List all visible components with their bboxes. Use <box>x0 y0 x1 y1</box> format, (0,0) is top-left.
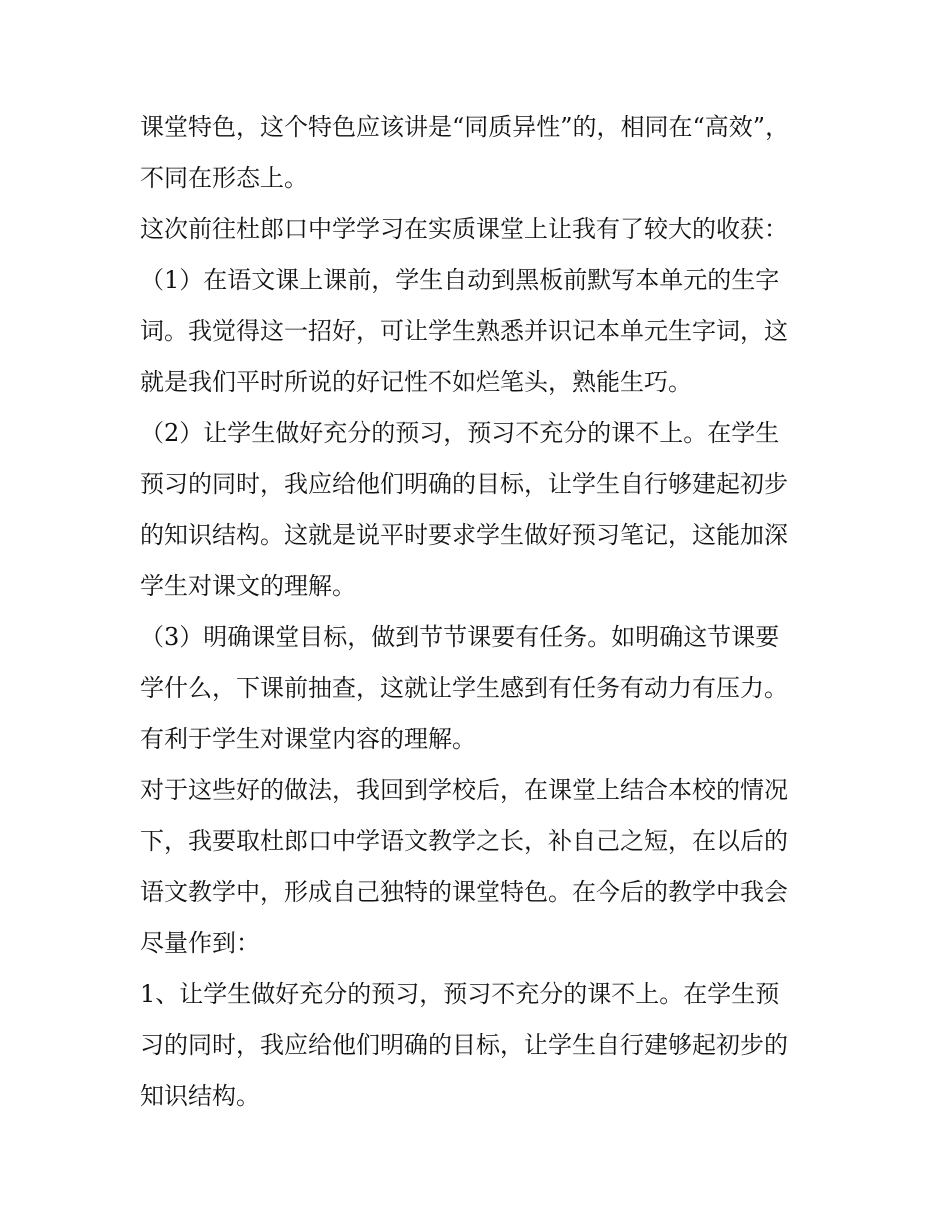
document-body <box>140 102 820 1122</box>
text-line: 有利于学生对课堂内容的理解。 <box>140 725 476 753</box>
text-line: （3）明确课堂目标，做到节节课要有任务。如明确这节课要 <box>140 623 780 651</box>
text-line: 尽量作到： <box>140 929 260 957</box>
text-line: 对于这些好的做法，我回到学校后，在课堂上结合本校的情况 <box>140 776 788 804</box>
text-line: 的知识结构。这就是说平时要求学生做好预习笔记，这能加深 <box>140 521 788 549</box>
text-line: （2）让学生做好充分的预习，预习不充分的课不上。在学生 <box>140 419 780 447</box>
text-line: 学生对课文的理解。 <box>140 572 356 600</box>
text-line: 就是我们平时所说的好记性不如烂笔头，熟能生巧。 <box>140 368 692 396</box>
text-line: 知识结构。 <box>140 1082 260 1110</box>
text-line: 课堂特色，这个特色应该讲是“同质异性”的，相同在“高效”， <box>140 113 790 141</box>
text-line: 习的同时，我应给他们明确的目标，让学生自行建够起初步的 <box>140 1031 788 1059</box>
text-line: 词。我觉得这一招好，可让学生熟悉并识记本单元生字词，这 <box>140 317 788 345</box>
text-line: （1）在语文课上课前，学生自动到黑板前默写本单元的生字 <box>140 266 780 294</box>
text-line: 1、让学生做好充分的预习，预习不充分的课不上。在学生预 <box>140 980 780 1008</box>
text-line: 预习的同时，我应给他们明确的目标，让学生自行够建起初步 <box>140 470 788 498</box>
text-line: 学什么，下课前抽查，这就让学生感到有任务有动力有压力。 <box>140 674 788 702</box>
text-line: 这次前往杜郎口中学学习在实质课堂上让我有了较大的收获： <box>140 215 788 243</box>
text-line: 下，我要取杜郎口中学语文教学之长，补自己之短，在以后的 <box>140 827 788 855</box>
text-line: 语文教学中，形成自己独特的课堂特色。在今后的教学中我会 <box>140 878 788 906</box>
text-line: 不同在形态上。 <box>140 164 308 192</box>
